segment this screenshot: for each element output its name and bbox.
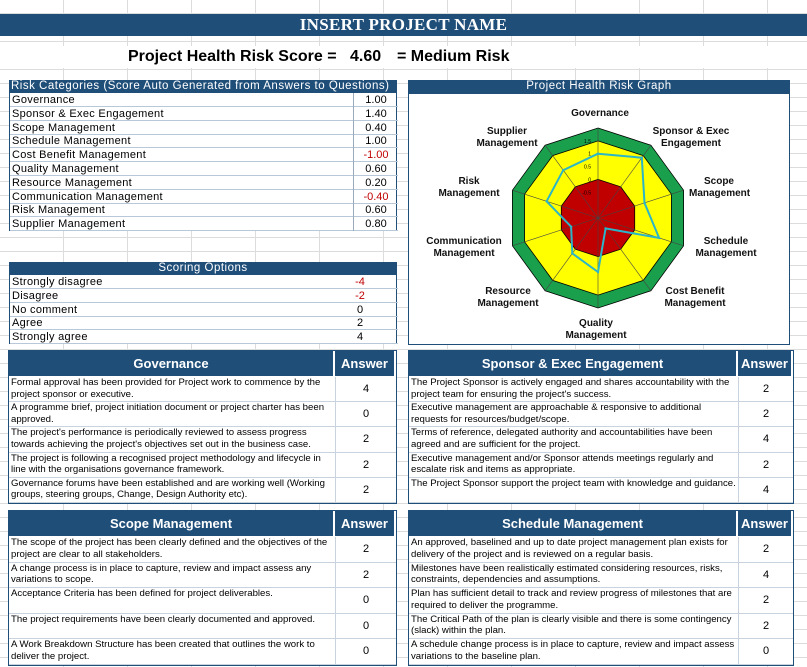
risk-category-row [10,203,398,217]
question-text: A change process is in place to capture, review and impact assess any variations to scope. [9,563,335,589]
scoring-option-label: Strongly disagree [12,276,103,288]
question-text: Terms of reference, delegated authority and accountabilities have been agreed and are sufficient for the project. [409,427,738,452]
radar-point [658,237,660,239]
risk-category-score[interactable]: -0.40 [353,190,398,204]
radar-axis-label: Quality Management [565,318,627,341]
risk-category-label: Supplier Management [12,218,126,231]
scoring-option-value: 2 [356,317,364,330]
radar-point [597,271,599,273]
risk-category-row [10,93,398,107]
scope-panel-title: Scope Management [9,511,333,536]
risk-categories-heading: Risk Categories (Score Auto Generated from Answers to Questions) [9,80,397,93]
scoring-option-row [10,303,398,317]
answer-cell[interactable]: 4 [738,563,793,589]
question-text: A schedule change process is in place to capture, review and impact assess variations to the baseline plan. [409,639,738,665]
radar-axis-label: Cost Benefit Management [664,286,726,309]
risk-radar-chart [408,93,790,345]
risk-category-score[interactable]: 0.20 [353,176,398,190]
schedule-panel [408,510,794,666]
answer-cell[interactable]: 2 [335,453,396,478]
radar-point [641,157,643,159]
risk-category-row [10,162,398,176]
answer-cell[interactable]: 2 [335,478,396,503]
risk-category-score[interactable]: 0.60 [353,203,398,217]
question-text: The project's performance is periodically reviewed to assess progress towards achieving the project's objectives set out in the business case. [9,427,335,452]
radar-axis-label: Schedule Management [695,236,757,259]
radar-axis-label: Sponsor & Exec Engagement [652,126,730,149]
sponsor-panel [408,350,794,504]
question-text: Executive management are approachable & responsive to additional requests for resources/budget/scope. [409,402,738,427]
scope-panel [8,510,397,666]
scoring-option-row [10,330,398,344]
question-text: The Project Sponsor is actively engaged and shares accountability with the project team for ensuring the project's success. [409,377,738,402]
risk-category-row [10,121,398,135]
risk-category-score[interactable]: -1.00 [353,148,398,162]
scoring-option-value: -2 [355,289,365,302]
answer-cell[interactable]: 2 [335,537,396,563]
radar-axis-label: Communication Management [426,236,502,259]
scoring-option-value: 4 [356,331,364,344]
risk-category-label: Scope Management [12,121,116,134]
radar-point [643,202,645,204]
radar-tick-label: 1 [588,151,591,158]
answer-cell[interactable]: 0 [335,639,396,665]
radar-tick-label: 0 [588,177,591,184]
scoring-option-row [10,289,398,303]
risk-category-row [10,190,398,204]
graph-heading: Project Health Risk Graph [408,80,790,93]
risk-category-row [10,107,398,121]
radar-point [571,252,573,254]
answer-cell[interactable]: 2 [738,402,793,427]
risk-level: = Medium Risk [397,48,510,65]
question-text: The Project Sponsor support the project team with knowledge and guidance. [409,478,738,503]
answer-cell[interactable]: 0 [335,402,396,427]
scoring-option-label: Agree [12,317,43,330]
governance-panel-title: Governance [9,351,333,376]
risk-category-row [10,176,398,190]
radar-point [604,227,606,229]
answer-header: Answer [335,351,394,376]
question-text: The scope of the project has been clearly defined and the objectives of the project are clear to all stakeholders. [9,537,335,563]
scoring-option-value: -4 [355,276,365,288]
answer-cell[interactable]: 4 [738,427,793,452]
answer-cell[interactable]: 4 [738,478,793,503]
radar-axis-label: Supplier Management [476,126,538,149]
risk-category-score[interactable]: 0.80 [353,217,398,231]
radar-point [570,226,572,228]
question-text: A programme brief, project initiation document or project charter has been approved. [9,402,335,427]
question-text: Formal approval has been provided for Project work to commence by the project sponsor or executive. [9,377,335,402]
score-value: 4.60 [350,48,382,65]
answer-cell[interactable]: 2 [738,377,793,402]
radar-tick-label: 0.5 [584,164,591,171]
risk-category-label: Resource Management [12,176,133,189]
question-text: The Critical Path of the plan is clearly visible and there is some contingency (slack) within the plan. [409,614,738,640]
radar-tick-label: -0.5 [582,190,591,197]
answer-cell[interactable]: 4 [335,377,396,402]
scoring-option-value: 0 [356,303,364,316]
risk-category-row [10,217,398,231]
question-text: Plan has sufficient detail to track and review progress of milestones that are required to deliver the programme. [409,588,738,614]
answer-cell[interactable]: 2 [335,563,396,589]
answer-cell[interactable]: 2 [738,614,793,640]
answer-cell[interactable]: 2 [738,537,793,563]
radar-point [545,200,547,202]
scoring-option-row [10,316,398,330]
question-text: Acceptance Criteria has been defined for project deliverables. [9,588,335,614]
answer-cell[interactable]: 2 [738,588,793,614]
radar-axis-label: Governance [571,108,629,119]
project-title-bar [0,14,807,36]
answer-header: Answer [738,351,791,376]
answer-cell[interactable]: 2 [738,453,793,478]
risk-category-label: Sponsor & Exec Engagement [12,107,164,120]
question-text: Milestones have been realistically estimated considering resources, risks, constraints, dependencies and assumptions. [409,563,738,589]
risk-category-score[interactable]: 1.00 [353,93,398,107]
question-text: An approved, baselined and up to date project management plan exists for delivery of the project and is reviewed on a regular basis. [409,537,738,563]
score-label: Project Health Risk Score = [128,48,337,65]
risk-category-row [10,148,398,162]
radar-axis-label: Risk Management [438,176,500,199]
health-score-row [0,46,807,68]
answer-cell[interactable]: 0 [738,639,793,665]
answer-cell[interactable]: 0 [335,614,396,640]
risk-category-score[interactable]: 1.40 [353,107,398,121]
scoring-option-label: Disagree [12,289,59,302]
scoring-option-label: Strongly agree [12,331,88,344]
radar-point [597,153,599,155]
scoring-option-label: No comment [12,303,78,316]
answer-cell[interactable]: 2 [335,427,396,452]
question-text: The project requirements have been clearly documented and approved. [9,614,335,640]
radar-axis-label: Resource Management [477,286,539,309]
question-text: Executive management and/or Sponsor attends meetings regularly and escalate risk and items as appropriate. [409,453,738,478]
risk-category-label: Quality Management [12,163,119,175]
risk-category-label: Cost Benefit Management [12,149,147,162]
scoring-options-table [9,275,397,344]
answer-header: Answer [738,511,791,536]
risk-category-score[interactable]: 1.00 [353,134,398,148]
governance-panel [8,350,397,504]
risk-category-score[interactable]: 0.40 [353,121,398,135]
radar-point [562,169,564,171]
scoring-option-row [10,275,398,289]
scoring-options-heading: Scoring Options [9,262,397,275]
schedule-panel-title: Schedule Management [409,511,736,536]
risk-category-label: Schedule Management [12,135,131,148]
question-text: The project is following a recognised project methodology and lifecycle in line with the organisations governance framework. [9,453,335,478]
question-text: A Work Breakdown Structure has been created that outlines the work to deliver the project. [9,639,335,665]
risk-category-label: Risk Management [12,204,106,217]
risk-category-score[interactable]: 0.60 [353,162,398,176]
risk-categories-table [9,93,397,231]
sponsor-panel-title: Sponsor & Exec Engagement [409,351,736,376]
project-title[interactable]: INSERT PROJECT NAME [299,15,508,34]
question-text: Governance forums have been established and are working well (Working groups, steering groups, Change, Design Authority etc). [9,478,335,503]
radar-axis-label: Scope Management [689,176,751,199]
radar-tick-label: 1.5 [584,138,591,145]
answer-cell[interactable]: 0 [335,588,396,614]
risk-category-label: Governance [12,94,75,106]
risk-category-label: Communication Management [12,190,163,203]
answer-header: Answer [335,511,394,536]
risk-category-row [10,134,398,148]
